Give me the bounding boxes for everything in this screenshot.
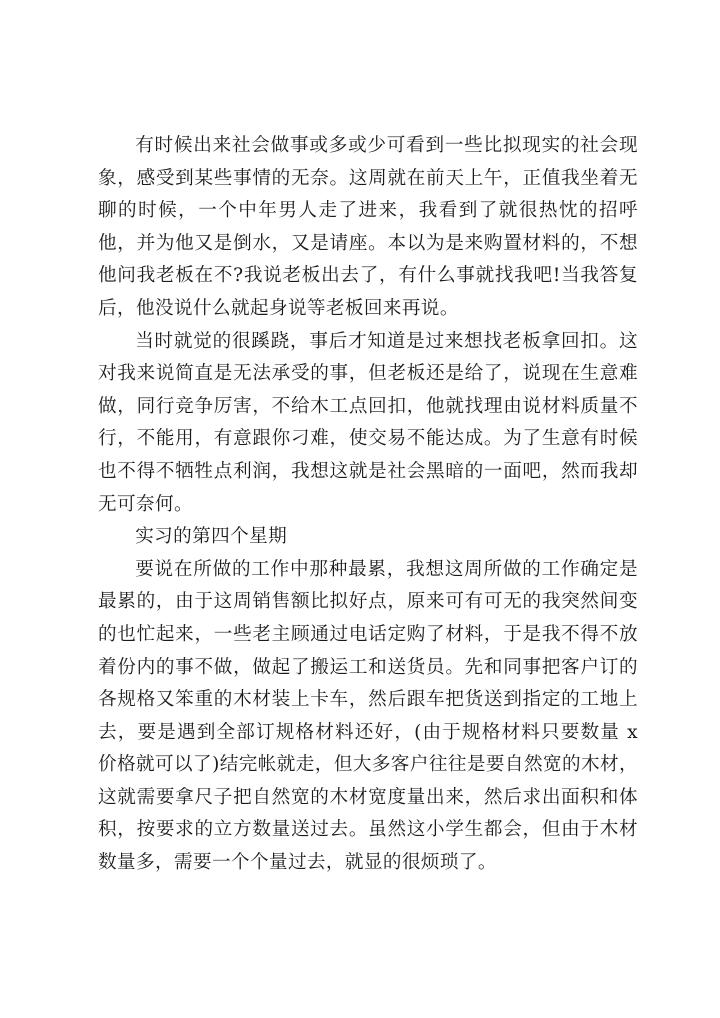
paragraph-3: 要说在所做的工作中那种最累，我想这周所做的工作确定是最累的，由于这周销售额比拟好点，原来可有可无的我突然间变的也忙起来，一些老主顾通过电话定购了材料，于是我不得不放着份内的事不做，做起了搬运工和送货员。先和同事把客户订的各规格又笨重的木材装上卡车，然后跟车把货送到指定的工地上去，要是遇到全部订规格材料还好，(由于规格材料只要数量 x 价格就可以了)结完帐就走，但大多客户往往是要自然宽的木材，这就需要拿尺子把自然宽的木材宽度量出来，然后求出面积和体积，按要求的立方数量送过去。虽然这小学生都会，但由于木材数量多，需要一个个量过去，就显的很烦琐了。 bbox=[98, 558, 638, 874]
section-heading: 实习的第四个星期 bbox=[135, 526, 288, 548]
paragraph-2: 当时就觉的很蹊跷，事后才知道是过来想找老板拿回扣。这对我来说简直是无法承受的事，但老板还是给了，说现在生意难做，同行竞争厉害，不给木工点回扣，他就找理由说材料质量不行，不能用，有意跟你刁难，使交易不能达成。为了生意有时候也不得不牺牲点利润，我想这就是社会黑暗的一面吧，然而我却无可奈何。 bbox=[98, 330, 638, 515]
paragraph-1: 有时候出来社会做事或多或少可看到一些比拟现实的社会现象，感受到某些事情的无奈。这周就在前天上午，正值我坐着无聊的时候，一个中年男人走了进来，我看到了就很热忱的招呼他，并为他又是倒水，又是请座。本以为是来购置材料的，不想他问我老板在不?我说老板出去了，有什么事就找我吧!当我答复后，他没说什么就起身说等老板回来再说。 bbox=[98, 135, 638, 319]
document-body bbox=[98, 130, 638, 880]
